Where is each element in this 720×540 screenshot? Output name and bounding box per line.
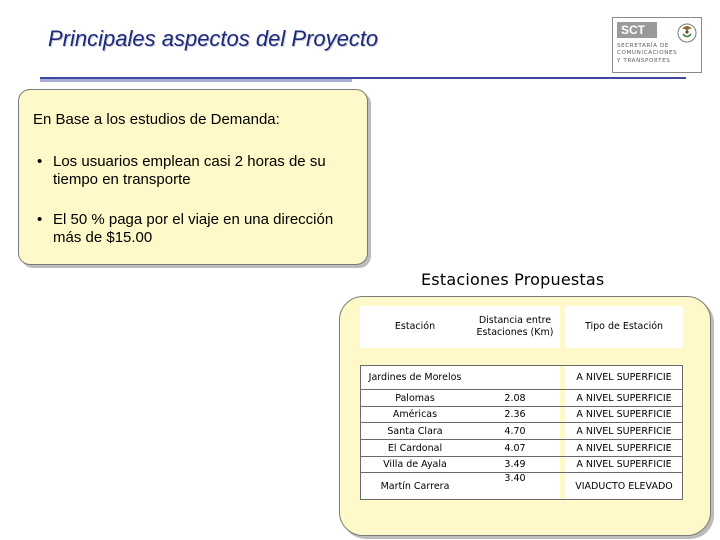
station-type-cell: A NIVEL SUPERFICIE xyxy=(565,440,683,457)
station-name-cell: Villa de Ayala xyxy=(360,457,470,473)
demand-bullet xyxy=(37,211,353,247)
demand-bullet xyxy=(37,153,353,189)
station-name-cell: Américas xyxy=(360,407,470,423)
station-distance-cell: 3.49 xyxy=(470,457,560,473)
station-distance-cell: 4.70 xyxy=(470,423,560,440)
station-name-cell: Palomas xyxy=(360,390,470,407)
title-divider-shadow xyxy=(40,79,352,82)
station-name-cell: Martín Carrera xyxy=(360,473,470,500)
mexico-coat-of-arms-icon xyxy=(675,20,699,44)
sct-logo xyxy=(612,17,702,73)
station-type-cell: A NIVEL SUPERFICIE xyxy=(565,407,683,423)
station-type-cell: A NIVEL SUPERFICIE xyxy=(565,423,683,440)
station-name-cell: El Cardonal xyxy=(360,440,470,457)
station-type-cell: A NIVEL SUPERFICIE xyxy=(565,457,683,473)
bullet-point-icon: • xyxy=(37,153,43,170)
station-type-cell: VIADUCTO ELEVADO xyxy=(565,473,683,500)
station-type-cell: A NIVEL SUPERFICIE xyxy=(565,365,683,390)
demand-summary-box xyxy=(18,89,368,265)
header-type: Tipo de Estación xyxy=(565,306,683,348)
station-name-cell: Jardines de Morelos xyxy=(360,365,470,390)
station-distance-cell: 2.36 xyxy=(470,407,560,423)
bullet-text: Los usuarios emplean casi 2 horas de su tiempo en transporte xyxy=(53,153,326,188)
station-name-cell: Santa Clara xyxy=(360,423,470,440)
bullet-point-icon: • xyxy=(37,211,43,228)
logo-ministry-name: SECRETARÍA DE COMUNICACIONES Y TRANSPORTES xyxy=(617,43,678,64)
station-distance-cell: 2.08 xyxy=(470,390,560,407)
bullet-text: El 50 % paga por el viaje en una dirección más de $15.00 xyxy=(53,211,334,246)
header-distance: Distancia entre Estaciones (Km) xyxy=(470,306,560,348)
station-distance-cell: 4.07 xyxy=(470,440,560,457)
header-station: Estación xyxy=(360,306,470,348)
station-distance-cell xyxy=(470,365,560,390)
station-distance-cell: 3.40 xyxy=(470,473,560,500)
page-title: Principales aspectos del Proyecto xyxy=(48,26,379,51)
stations-heading: Estaciones Propuestas xyxy=(421,270,605,289)
station-type-cell: A NIVEL SUPERFICIE xyxy=(565,390,683,407)
demand-heading: En Base a los estudios de Demanda: xyxy=(33,111,280,128)
logo-abbreviation: SCT xyxy=(617,22,657,38)
